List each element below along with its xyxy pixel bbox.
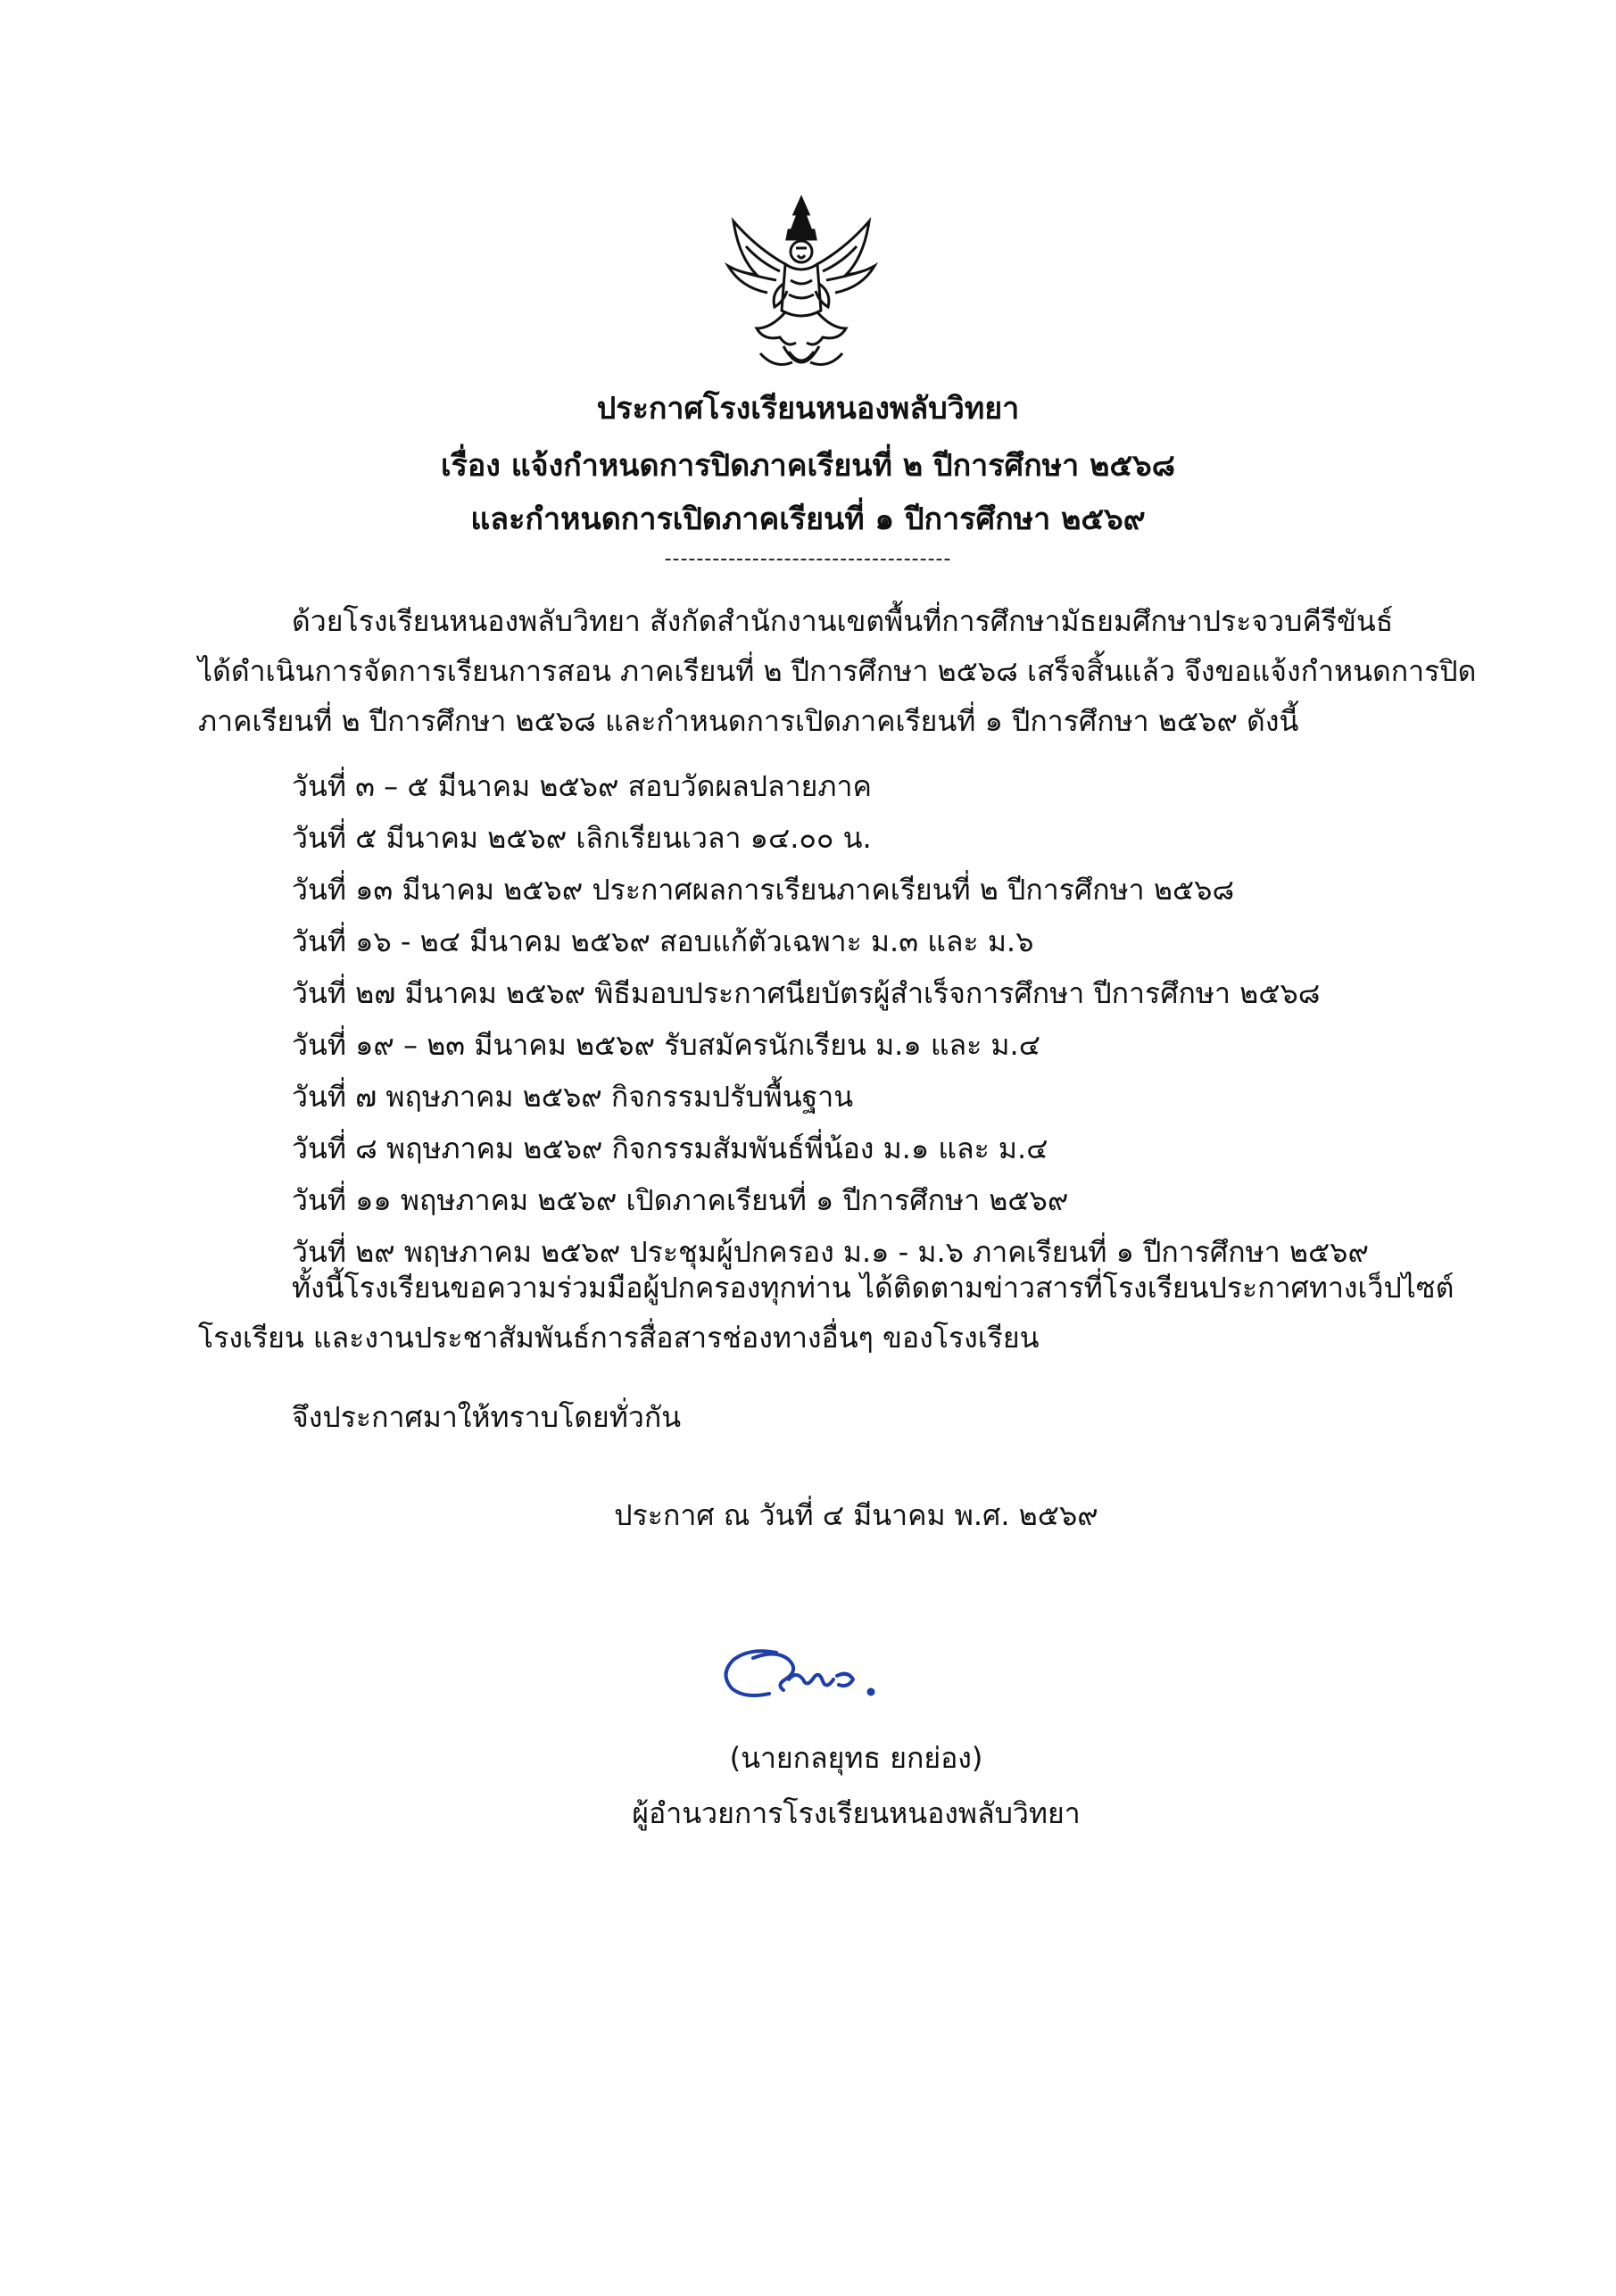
- handwritten-signature: [714, 1640, 912, 1708]
- schedule-item: วันที่ ๑๙ – ๒๓ มีนาคม ๒๕๖๙ รับสมัครนักเรียน ม.๑ และ ม.๔: [292, 1028, 1040, 1062]
- schedule-list: [292, 760, 1369, 1278]
- notice-sentence: จึงประกาศมาให้ทราบโดยทั่วกัน: [292, 1400, 682, 1434]
- schedule-item: วันที่ ๒๙ พฤษภาคม ๒๕๖๙ ประชุมผู้ปกครอง ม.๑ - ม.๖ ภาคเรียนที่ ๑ ปีการศึกษา ๒๕๖๙: [292, 1235, 1369, 1269]
- closing-line: ทั้งนี้โรงเรียนขอความร่วมมือผู้ปกครองทุกท่าน ได้ติดตามข่าวสารที่โรงเรียนประกาศทางเว็ปไซต์: [292, 1271, 1454, 1305]
- intro-paragraph: [198, 596, 1477, 746]
- schedule-item: วันที่ ๕ มีนาคม ๒๕๖๙ เลิกเรียนเวลา ๑๔.๐๐ น.: [292, 821, 872, 855]
- schedule-item: วันที่ ๗ พฤษภาคม ๒๕๖๙ กิจกรรมปรับพื้นฐาน: [292, 1080, 854, 1114]
- announcement-date: ประกาศ ณ วันที่ ๔ มีนาคม พ.ศ. ๒๕๖๙: [614, 1498, 1098, 1532]
- signer-position: ผู้อำนวยการโรงเรียนหนองพลับวิทยา: [632, 1796, 1081, 1830]
- schedule-item: วันที่ ๑๓ มีนาคม ๒๕๖๙ ประกาศผลการเรียนภาคเรียนที่ ๒ ปีการศึกษา ๒๕๖๘: [292, 873, 1235, 907]
- schedule-item: วันที่ ๘ พฤษภาคม ๒๕๖๙ กิจกรรมสัมพันธ์พี่น้อง ม.๑ และ ม.๔: [292, 1131, 1048, 1165]
- intro-line: ด้วยโรงเรียนหนองพลับวิทยา สังกัดสำนักงานเขตพื้นที่การศึกษามัธยมศึกษาประจวบคีรีขันธ์: [292, 604, 1394, 638]
- announcement-subject-continued: และกำหนดการเปิดภาคเรียนที่ ๑ ปีการศึกษา ๒๕๖๙: [470, 501, 1146, 537]
- heading-divider: ------------------------------------: [664, 548, 952, 570]
- garuda-emblem-icon: [721, 195, 882, 382]
- schedule-item: วันที่ ๓ – ๕ มีนาคม ๒๕๖๙ สอบวัดผลปลายภาค: [292, 769, 872, 803]
- closing-line: โรงเรียน และงานประชาสัมพันธ์การสื่อสารช่องทางอื่นๆ ของโรงเรียน: [198, 1321, 1040, 1355]
- intro-line: ได้ดำเนินการจัดการเรียนการสอน ภาคเรียนที่ ๒ ปีการศึกษา ๒๕๖๘ เสร็จสิ้นแล้ว จึงขอแจ้งกำหนดการปิด: [198, 654, 1477, 688]
- closing-paragraph: [198, 1263, 1454, 1363]
- signer-name: (นายกลยุทธ ยกย่อง): [729, 1741, 983, 1775]
- schedule-item: วันที่ ๑๑ พฤษภาคม ๒๕๖๙ เปิดภาคเรียนที่ ๑ ปีการศึกษา ๒๕๖๙: [292, 1183, 1069, 1217]
- intro-line: ภาคเรียนที่ ๒ ปีการศึกษา ๒๕๖๘ และกำหนดการเปิดภาคเรียนที่ ๑ ปีการศึกษา ๒๕๖๙ ดังนี้: [198, 704, 1299, 738]
- schedule-item: วันที่ ๑๖ - ๒๔ มีนาคม ๒๕๖๙ สอบแก้ตัวเฉพาะ ม.๓ และ ม.๖: [292, 924, 1034, 958]
- schedule-item: วันที่ ๒๗ มีนาคม ๒๕๖๙ พิธีมอบประกาศนียบัตรผู้สำเร็จการศึกษา ปีการศึกษา ๒๕๖๘: [292, 976, 1321, 1010]
- announcement-subject: เรื่อง แจ้งกำหนดการปิดภาคเรียนที่ ๒ ปีการศึกษา ๒๕๖๘: [441, 448, 1175, 484]
- announcement-heading: ประกาศโรงเรียนหนองพลับวิทยา: [596, 391, 1020, 427]
